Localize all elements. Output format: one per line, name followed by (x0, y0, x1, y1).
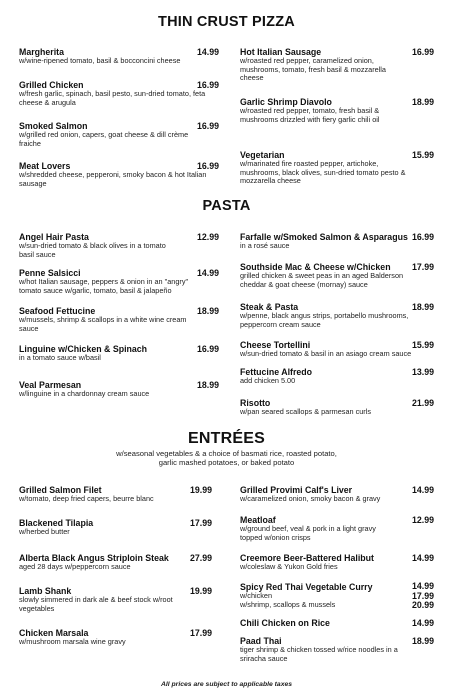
item-options (240, 592, 428, 609)
item-price: 18.99 (196, 306, 219, 316)
item-price: 14.99 (411, 618, 434, 628)
item-price: 14.99 (411, 581, 434, 591)
item-name: Cheese Tortellini (240, 340, 311, 350)
item-description: w/pan seared scallops & parmesan curls (240, 407, 372, 416)
item-description: w/mushroom marsala wine gravy (19, 637, 126, 646)
item-name: Hot Italian Sausage (240, 47, 322, 57)
item-name: Meatloaf (240, 515, 276, 525)
item-price: 16.99 (411, 232, 434, 242)
item-price: 18.99 (196, 380, 219, 390)
item-description: in a tomato sauce w/basil (19, 353, 101, 362)
item-price: 19.99 (189, 485, 212, 495)
item-name: Creemore Beer-Battered Halibut (240, 553, 374, 563)
item-name: Seafood Fettucine (19, 306, 96, 316)
item-price: 16.99 (196, 121, 219, 131)
item-name: Angel Hair Pasta (19, 232, 89, 242)
item-description: w/fresh garlic, spinach, basil pesto, sun-dried tomato, feta cheese & arugula (19, 89, 206, 107)
item-price: 27.99 (189, 553, 212, 563)
item-price: 14.99 (411, 553, 434, 563)
item-name: Lamb Shank (19, 586, 72, 596)
item-price: 12.99 (196, 232, 219, 242)
item-description: w/linguine in a chardonnay cream sauce (19, 389, 150, 398)
item-description: w/ground beef, veal & pork in a light gravy topped w/onion crisps (240, 524, 376, 542)
item-name: Alberta Black Angus Striploin Steak (19, 553, 169, 563)
item-description: w/hot Italian sausage, peppers & onion in an "angry" tomato sauce w/garlic, tomato, basil & jalapeño (19, 277, 189, 295)
item-name: Southside Mac & Cheese w/Chicken (240, 262, 391, 272)
item-name: Garlic Shrimp Diavolo (240, 97, 332, 107)
section-title-pasta: PASTA (202, 198, 251, 214)
item-name: Paad Thai (240, 636, 282, 646)
item-price: 21.99 (411, 398, 434, 408)
item-name: Meat Lovers (19, 161, 71, 171)
item-price: 18.99 (411, 97, 434, 107)
item-name: Penne Salsicci (19, 268, 81, 278)
item-description: w/mussels, shrimp & scallops in a white wine cream sauce (19, 315, 187, 333)
item-name: Vegetarian (240, 150, 285, 160)
item-price: 18.99 (411, 302, 434, 312)
item-description: w/wine-ripened tomato, basil & bocconcini cheese (19, 56, 181, 65)
item-name: Spicy Red Thai Vegetable Curry (240, 582, 373, 592)
item-description: w/marinated fire roasted pepper, artichoke, mushrooms, black olives, sun-dried tomato pesto & mozzarella cheese (240, 159, 406, 186)
item-price: 19.99 (189, 586, 212, 596)
section-intro: w/seasonal vegetables & a choice of basmati rice, roasted potato, garlic mashed potatoes, or baked potato (116, 449, 337, 468)
item-price: 14.99 (196, 268, 219, 278)
item-name: Grilled Provimi Calf's Liver (240, 485, 353, 495)
item-description: in a rosé sauce (240, 241, 290, 250)
item-description: w/roasted red pepper, tomato, fresh basil & mushrooms drizzled with fiery garlic chili oil (240, 106, 380, 124)
item-name: Blackened Tilapia (19, 518, 94, 528)
item-description: w/tomato, deep fried capers, beurre blanc (19, 494, 154, 503)
tax-note: All prices are subject to applicable taxes (160, 681, 293, 688)
item-price: 16.99 (411, 47, 434, 57)
item-description: w/coleslaw & Yukon Gold fries (240, 562, 338, 571)
item-name: Veal Parmesan (19, 380, 82, 390)
item-price: 18.99 (411, 636, 434, 646)
item-price: 14.99 (411, 485, 434, 495)
item-description: w/herbed butter (19, 527, 70, 536)
item-price: 20.99 (411, 600, 434, 611)
item-option: w/shrimp, scallops & mussels (240, 599, 336, 609)
item-description: slowly simmered in dark ale & beef stock w/root vegetables (19, 595, 173, 613)
item-price: 16.99 (196, 80, 219, 90)
section-title-entrees: ENTRÉES (188, 430, 265, 447)
item-description: w/caramelized onion, smoky bacon & gravy (240, 494, 381, 503)
item-description: tiger shrimp & chicken tossed w/rice noodles in a sriracha sauce (240, 645, 398, 663)
item-name: Chicken Marsala (19, 628, 89, 638)
item-name: Margherita (19, 47, 64, 57)
item-price: 16.99 (196, 161, 219, 171)
item-description: w/grilled red onion, capers, goat cheese & dill crème fraiche (19, 130, 189, 148)
item-option: w/chicken (240, 591, 273, 600)
item-name: Grilled Salmon Filet (19, 485, 102, 495)
item-name: Risotto (240, 398, 271, 408)
item-description: w/sun-dried tomato & black olives in a tomato basil sauce (19, 241, 166, 259)
item-name: Farfalle w/Smoked Salmon & Asparagus (240, 232, 408, 242)
item-name: Smoked Salmon (19, 121, 88, 131)
item-description: grilled chicken & sweet peas in an aged Balderson cheddar & goat cheese (mornay) sauce (240, 271, 404, 289)
item-price: 12.99 (411, 515, 434, 525)
item-price: 14.99 (196, 47, 219, 57)
item-description: w/penne, black angus strips, portabello mushrooms, peppercorn cream sauce (240, 311, 409, 329)
item-price: 17.99 (411, 590, 434, 601)
item-name: Grilled Chicken (19, 80, 84, 90)
item-price: 13.99 (411, 367, 434, 377)
item-name: Fettucine Alfredo (240, 367, 313, 377)
item-description: w/roasted red pepper, caramelized onion, mushrooms, tomato, fresh basil & mozzarella cheese (240, 56, 386, 83)
item-name: Steak & Pasta (240, 302, 299, 312)
item-description: w/sun-dried tomato & basil in an asiago cream sauce (240, 349, 412, 358)
item-price: 15.99 (411, 150, 434, 160)
item-name: Chili Chicken on Rice (240, 618, 330, 628)
item-description: aged 28 days w/peppercorn sauce (19, 562, 131, 571)
item-price: 15.99 (411, 340, 434, 350)
item-price: 17.99 (411, 262, 434, 272)
item-name: Linguine w/Chicken & Spinach (19, 344, 148, 354)
item-description: w/shredded cheese, pepperoni, smoky bacon & hot Italian sausage (19, 170, 207, 188)
item-price: 16.99 (196, 344, 219, 354)
item-description: add chicken 5.00 (240, 376, 296, 385)
item-price: 17.99 (189, 628, 212, 638)
item-price: 17.99 (189, 518, 212, 528)
section-title-pizza: THIN CRUST PIZZA (158, 14, 295, 30)
